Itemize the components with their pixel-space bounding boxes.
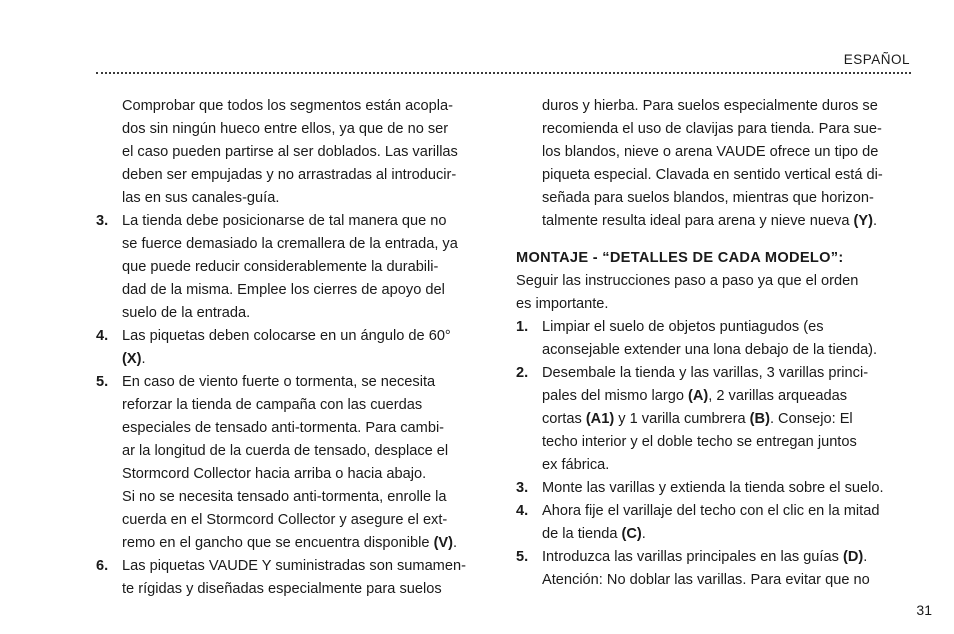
figure-ref-y: (Y) bbox=[853, 213, 874, 229]
step-2: 2. Desembale la tienda y las varillas, 3 varillas princi- pales del mismo largo (A), 2 varillas arqueadas cortas (A1) y 1 varilla cumbrera (B). Consejo: El techo interior y el doble techo se entregan juntos ex fábrica. bbox=[516, 365, 869, 473]
step-1: 1. Limpiar el suelo de objetos puntiagudos (es aconsejable extender una lona debajo de la tienda). bbox=[516, 319, 878, 358]
figure-ref-v: (V) bbox=[433, 535, 454, 551]
left-column bbox=[96, 95, 491, 601]
step-5: 5. Introduzca las varillas principales en las guías (D). Atención: No doblar las varillas. Para evitar que no bbox=[516, 549, 870, 588]
figure-ref-a: (A) bbox=[688, 388, 709, 404]
list-item-5: 5. En caso de viento fuerte o tormenta, se necesita reforzar la tienda de campaña con las cuerdas especiales de tensado anti-tormenta. Para cambi- ar la longitud de la cuerda de tensado, desplace el Stormcord Collector hacia arriba o hacia abajo. Si no se necesita tensado anti-tormenta, enrolle la cuerda en el Stormcord Collector y asegure el ext- remo en el gancho que se encuentra disponible (V). bbox=[96, 374, 458, 551]
figure-ref-a1: (A1) bbox=[585, 411, 615, 427]
language-label: ESPAÑOL bbox=[843, 52, 910, 67]
step-3: 3. Monte las varillas y extienda la tienda sobre el suelo. bbox=[516, 480, 884, 496]
figure-ref-d: (D) bbox=[842, 549, 864, 565]
figure-ref-x: (X) bbox=[122, 351, 142, 367]
section-heading: MONTAJE - “DETALLES DE CADA MODELO”: bbox=[516, 250, 844, 266]
list-item-3: 3. La tienda debe posicionarse de tal manera que no se fuerce demasiado la cremallera de la entrada, ya que puede reducir considerablemente la durabili- dad de la misma. Emplee los cierres de apoyo del suelo de la entrada. bbox=[96, 213, 458, 321]
right-column bbox=[516, 95, 911, 592]
section-intro: Seguir las instrucciones paso a paso ya que el orden es importante. bbox=[516, 273, 859, 312]
figure-ref-c: (C) bbox=[621, 526, 642, 542]
list-item-6: 6. Las piquetas VAUDE Y suministradas son sumamen- te rígidas y diseñadas especialmente para suelos bbox=[96, 558, 466, 597]
page-number: 31 bbox=[916, 602, 932, 618]
figure-ref-b: (B) bbox=[749, 411, 770, 427]
step-4: 4. Ahora fije el varillaje del techo con el clic en la mitad de la tienda (C). bbox=[516, 503, 880, 542]
intro-paragraph: Comprobar que todos los segmentos están acopla- dos sin ningún hueco entre ellos, ya que de no ser el caso pueden partirse al ser doblados. Las varillas deben ser empujadas y no arrastradas al introducir- las en sus canales-guía. bbox=[122, 98, 458, 206]
dotted-divider bbox=[96, 72, 911, 74]
continued-paragraph: duros y hierba. Para suelos especialmente duros se recomienda el uso de clavijas para tienda. Para sue- los blandos, nieve o arena VAUDE ofrece un tipo de piqueta especial. Clavada en sentido vertical está di- señada para suelos blandos, mientras que horizon- talmente resulta ideal para arena y nieve nueva (Y). bbox=[542, 98, 883, 229]
list-item-4: 4. Las piquetas deben colocarse en un ángulo de 60° (X). bbox=[96, 328, 451, 367]
